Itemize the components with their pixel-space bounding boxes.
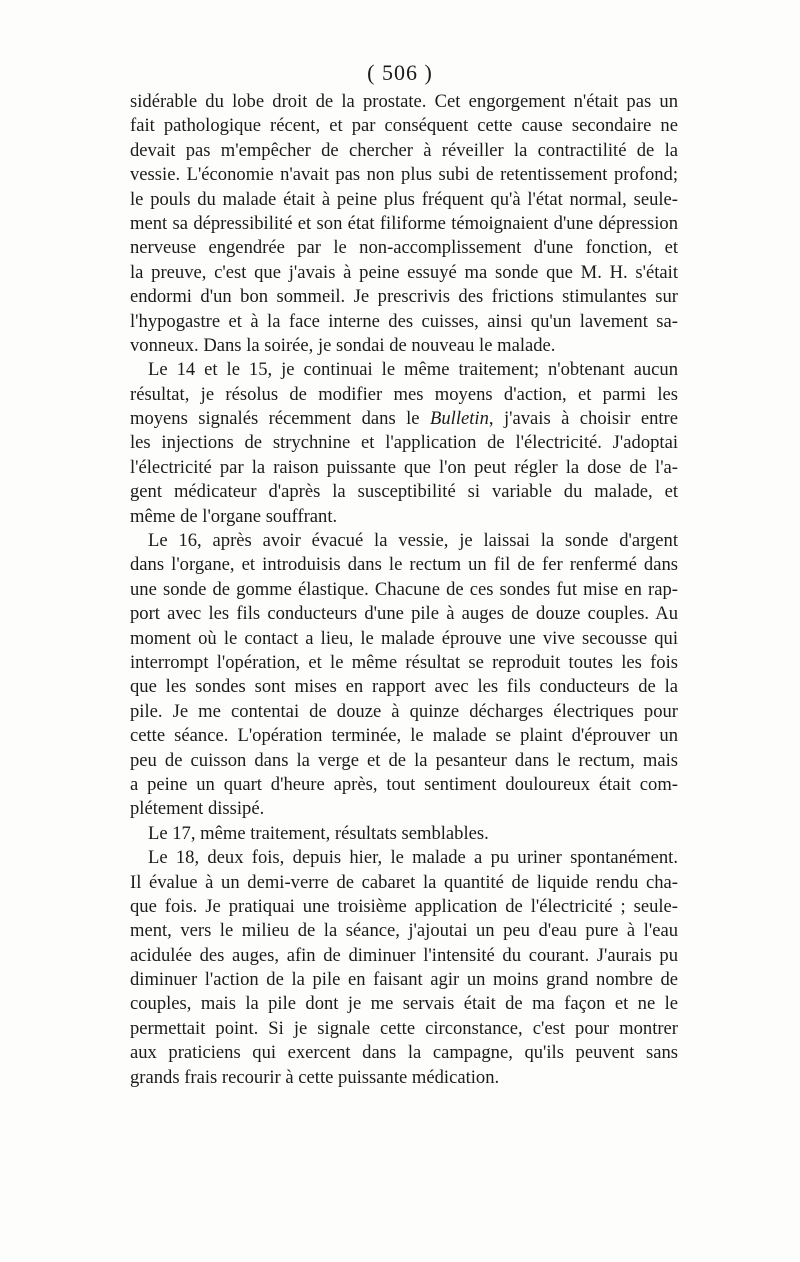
text-line: moyens signalés récemment dans le Bulletin, j'avais à choisir entre xyxy=(130,408,678,430)
text-line: grands frais recourir à cette puissante médication. xyxy=(130,1066,500,1088)
text-line: couples, mais la pile dont je me servais était de ma façon et ne le xyxy=(130,993,678,1015)
body-text xyxy=(130,90,678,1090)
text-line: port avec les fils conducteurs d'une pile à auges de douze couples. Au xyxy=(130,603,678,625)
text-line: Il évalue à un demi-verre de cabaret la quantité de liquide rendu cha- xyxy=(130,871,678,893)
text-line: aux praticiens qui exercent dans la campagne, qu'ils peuvent sans xyxy=(130,1042,678,1064)
text-line: que fois. Je pratiquai une troisième application de l'électricité ; seule- xyxy=(130,895,678,917)
text-line: diminuer l'action de la pile en faisant agir un moins grand nombre de xyxy=(130,969,678,991)
text-line: l'hypogastre et à la face interne des cuisses, ainsi qu'un lavement sa- xyxy=(130,310,678,332)
text-line: Le 18, deux fois, depuis hier, le malade a pu uriner spontanément. xyxy=(148,847,678,869)
text-line: permettait point. Si je signale cette circonstance, c'est pour montrer xyxy=(130,1017,678,1039)
text-line: fait pathologique récent, et par conséquent cette cause secondaire ne xyxy=(130,115,678,137)
text-line: acidulée des auges, afin de diminuer l'intensité du courant. J'aurais pu xyxy=(130,944,678,966)
text-line: gent médicateur d'après la susceptibilité si variable du malade, et xyxy=(130,481,678,503)
text-line: les injections de strychnine et l'application de l'électricité. J'adoptai xyxy=(130,432,678,454)
text-line: même de l'organe souffrant. xyxy=(130,505,338,527)
text-line: Le 16, après avoir évacué la vessie, je laissai la sonde d'argent xyxy=(148,530,678,552)
italic-title: Bulletin xyxy=(430,408,489,430)
text-line: peu de cuisson dans la verge et de la pesanteur dans le rectum, mais xyxy=(130,749,678,771)
text-line: ment, vers le milieu de la séance, j'ajoutai un peu d'eau pure à l'eau xyxy=(130,920,678,942)
text-line: a peine un quart d'heure après, tout sentiment douloureux était com- xyxy=(130,773,678,795)
text-line: Le 14 et le 15, je continuai le même traitement; n'obtenant aucun xyxy=(148,359,678,381)
text-line: résultat, je résolus de modifier mes moyens d'action, et parmi les xyxy=(130,383,678,405)
text-line: vessie. L'économie n'avait pas non plus subi de retentissement profond; xyxy=(130,164,678,186)
text-line: nerveuse engendrée par le non-accomplissement d'une fonction, et xyxy=(130,237,678,259)
text-line: vonneux. Dans la soirée, je sondai de nouveau le malade. xyxy=(130,334,556,356)
text-line: l'électricité par la raison puissante que l'on peut régler la dose de l'a- xyxy=(130,456,678,478)
text-line: cette séance. L'opération terminée, le malade se plaint d'éprouver un xyxy=(130,725,678,747)
text-line: plétement dissipé. xyxy=(130,798,265,820)
text-line: le pouls du malade était à peine plus fréquent qu'à l'état normal, seule- xyxy=(130,188,678,210)
text-line: pile. Je me contentai de douze à quinze décharges électriques pour xyxy=(130,700,678,722)
text-line: moment où le contact a lieu, le malade éprouve une vive secousse qui xyxy=(130,627,678,649)
text-line: que les sondes sont mises en rapport avec les fils conducteurs de la xyxy=(130,676,678,698)
text-line: sidérable du lobe droit de la prostate. Cet engorgement n'était pas un xyxy=(130,91,678,112)
text-line: endormi d'un bon sommeil. Je prescrivis des frictions stimulantes sur xyxy=(130,286,678,308)
text-line: la preuve, c'est que j'avais à peine essuyé ma sonde que M. H. s'était xyxy=(130,261,678,283)
page-number: ( 506 ) xyxy=(367,60,433,85)
text-line: une sonde de gomme élastique. Chacune de ces sondes fut mise en rap- xyxy=(130,578,678,600)
text-line: dans l'organe, et introduisis dans le rectum un fil de fer renfermé dans xyxy=(130,554,678,576)
text-line: devait pas m'empêcher de chercher à réveiller la contractilité de la xyxy=(130,139,678,161)
text-line: interrompt l'opération, et le même résultat se reproduit toutes les fois xyxy=(130,651,678,673)
text-line: ment sa dépressibilité et son état filiforme témoignaient d'une dépression xyxy=(130,212,678,234)
text-line: Le 17, même traitement, résultats semblables. xyxy=(148,822,489,844)
